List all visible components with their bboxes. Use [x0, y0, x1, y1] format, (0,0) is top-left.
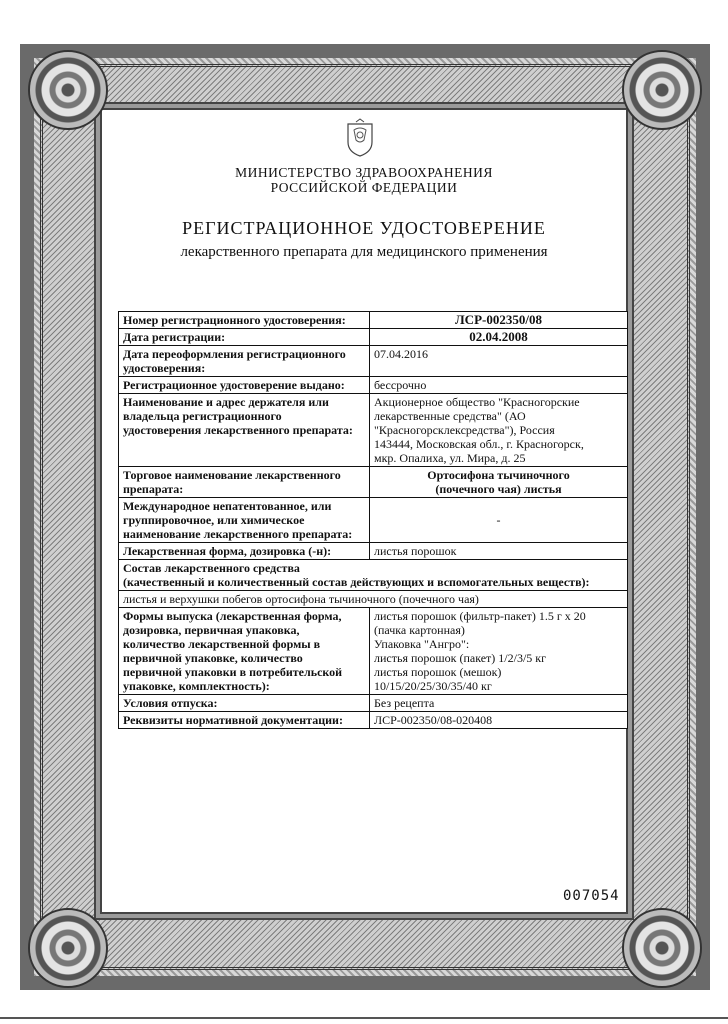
release-forms: листья порошок (фильтр-пакет) 1.5 г х 20 (пачка картонная) Упаковка "Ангро": листья порошок (пакет) 1/2/3/5 кг листья порошок (мешок) 10/15/20/25/30/35/40 кг — [369, 608, 627, 695]
registration-date: 02.04.2008 — [369, 329, 627, 346]
table-row — [119, 394, 628, 467]
table-row — [119, 543, 628, 560]
row-label: Дата переоформления регистрационного удостоверения: — [119, 346, 370, 377]
row-label: Торговое наименование лекарственного препарата: — [119, 467, 370, 498]
row-label: Реквизиты нормативной документации: — [119, 712, 370, 729]
dosage-form: листья порошок — [369, 543, 627, 560]
registration-number: ЛСР-002350/08 — [369, 312, 627, 329]
table-row — [119, 377, 628, 394]
ministry-name-line2: РОССИЙСКОЙ ФЕДЕРАЦИИ — [270, 180, 458, 195]
row-label: Условия отпуска: — [119, 695, 370, 712]
row-label: Дата регистрации: — [119, 329, 370, 346]
ministry-name-line1: МИНИСТЕРСТВО ЗДРАВООХРАНЕНИЯ — [235, 165, 493, 180]
table-row — [119, 329, 628, 346]
inn-name: - — [369, 498, 627, 543]
row-label: Лекарственная форма, дозировка (-н): — [119, 543, 370, 560]
table-row — [119, 498, 628, 543]
holder-address: Акционерное общество "Красногорские лекарственные средства" (АО "Красногорсклексредства"), Россия 143444, Московская обл., г. Красногорск, мкр. Опалиха, ул. Мира, д. 25 — [369, 394, 627, 467]
table-row — [119, 467, 628, 498]
document-subtitle: лекарственного препарата для медицинского применения — [180, 244, 548, 260]
composition-value: листья и верхушки побегов ортосифона тычиночного (почечного чая) — [119, 591, 628, 608]
registration-table — [118, 311, 628, 729]
table-row — [119, 312, 628, 329]
validity: бессрочно — [369, 377, 627, 394]
document-title: РЕГИСТРАЦИОННОЕ УДОСТОВЕРЕНИЕ — [182, 218, 546, 238]
row-label: Регистрационное удостоверение выдано: — [119, 377, 370, 394]
row-label: Наименование и адрес держателя или владельца регистрационного удостоверения лекарственного препарата: — [119, 394, 370, 467]
serial-number: 007054 — [563, 888, 620, 904]
reissue-date: 07.04.2016 — [369, 346, 627, 377]
coat-of-arms-icon — [344, 118, 376, 158]
table-row — [119, 695, 628, 712]
trade-name: Ортосифона тычиночного (почечного чая) листья — [369, 467, 627, 498]
normative-docs: ЛСР-002350/08-020408 — [369, 712, 627, 729]
composition-heading: Состав лекарственного средства (качественный и количественный состав действующих и вспомогательных веществ): — [119, 560, 628, 591]
table-row — [119, 560, 628, 591]
row-label: Формы выпуска (лекарственная форма, дозировка, первичная упаковка, количество лекарственной формы в первичной упаковке, количество первичной упаковки в потребительской упаковке, комплектность): — [119, 608, 370, 695]
row-label: Международное непатентованное, или группировочное, или химическое наименование лекарственного препарата: — [119, 498, 370, 543]
table-row — [119, 591, 628, 608]
table-row — [119, 712, 628, 729]
row-label: Номер регистрационного удостоверения: — [119, 312, 370, 329]
dispensing-conditions: Без рецепта — [369, 695, 627, 712]
table-row — [119, 608, 628, 695]
table-row — [119, 346, 628, 377]
